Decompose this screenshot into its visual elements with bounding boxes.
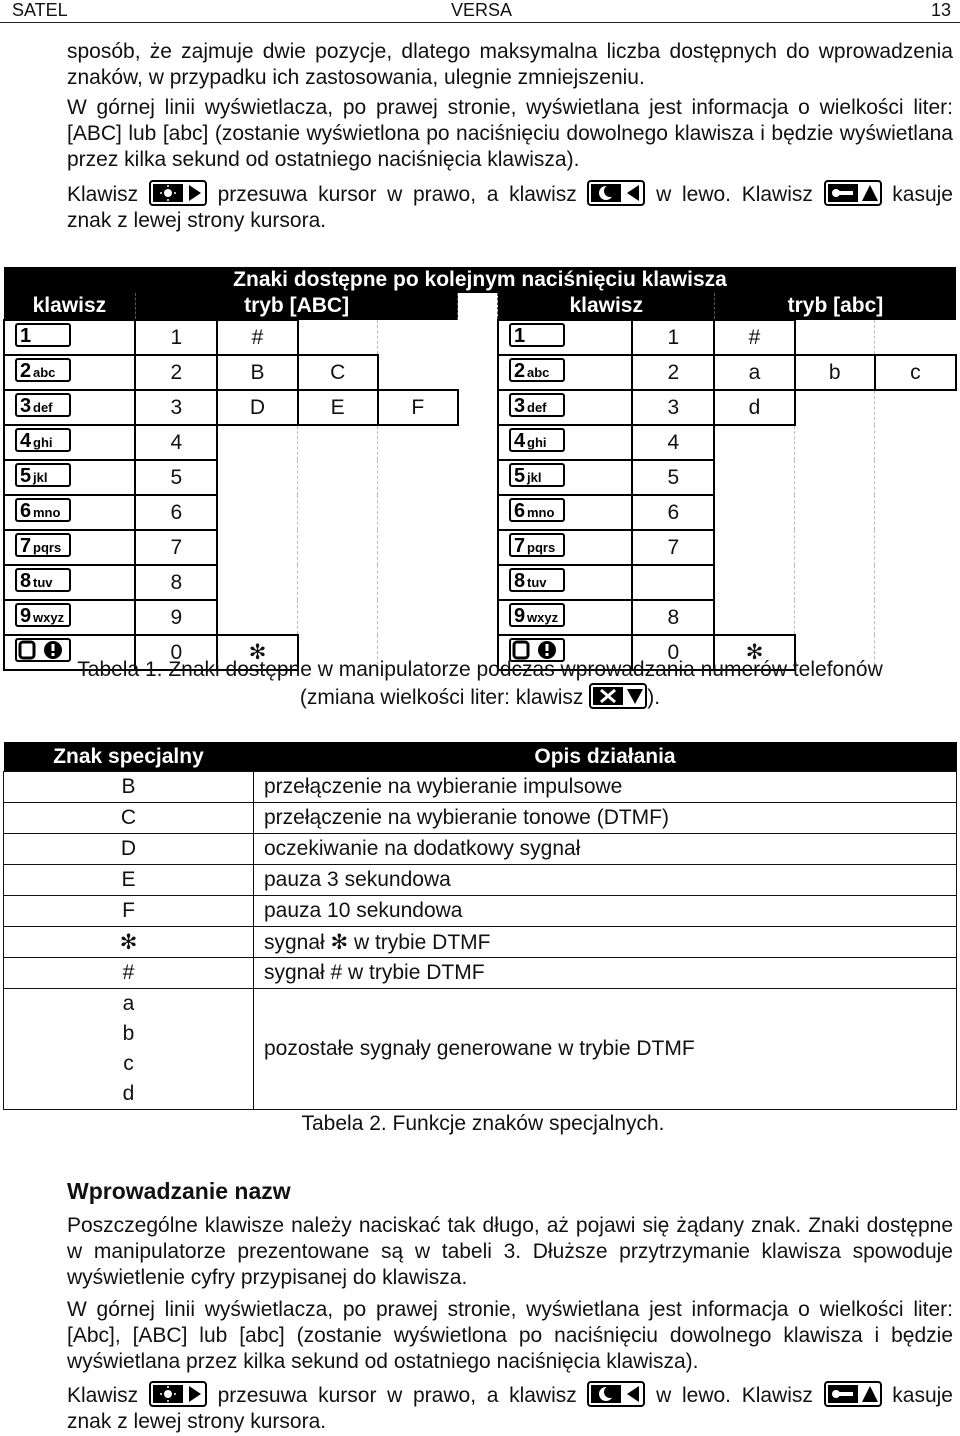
abc-cell [217, 460, 297, 495]
lower-cell [875, 425, 956, 460]
keys2-text-1: Klawisz [67, 1384, 139, 1407]
svg-text:1: 1 [20, 324, 32, 347]
keys2-text-5: znak z lewej strony kursora. [67, 1410, 327, 1433]
key-4-icon [4, 425, 135, 460]
svg-text:2: 2 [20, 359, 32, 382]
svg-text:mno: mno [526, 504, 555, 520]
abc-cell: 4 [135, 425, 217, 460]
abc-cell [298, 565, 378, 600]
abc-cell [298, 425, 378, 460]
key-7-icon [4, 530, 135, 565]
lower-cell [875, 565, 956, 600]
svg-text:tuv: tuv [33, 574, 53, 590]
abc-cell [217, 600, 297, 635]
lower-cell: 2 [632, 355, 714, 390]
lower-cell: c [875, 355, 956, 390]
lower-cell: 1 [632, 320, 714, 355]
lower-cell [875, 390, 956, 425]
lower-cell: 4 [632, 425, 714, 460]
keys-text-1: Klawisz [67, 183, 139, 206]
table-1 [3, 267, 957, 671]
svg-text:pqrs: pqrs [33, 539, 62, 555]
lower-cell: 5 [632, 460, 714, 495]
lower-cell [714, 600, 794, 635]
abc-cell [378, 600, 458, 635]
abc-cell [298, 460, 378, 495]
key2-9-icon [498, 600, 632, 635]
abc-cell [378, 355, 458, 390]
lower-cell [714, 495, 794, 530]
lower-cell: b [795, 355, 875, 390]
lower-cell [714, 530, 794, 565]
header-center: VERSA [451, 0, 513, 20]
key-8-icon [4, 565, 135, 600]
key-6-icon [4, 495, 135, 530]
abc-cell: 5 [135, 460, 217, 495]
svg-text:abc: abc [526, 364, 550, 380]
special-symbol: E [4, 865, 254, 896]
table-1-key-header-2: klawisz [498, 293, 714, 320]
abc-cell: 3 [135, 390, 217, 425]
lower-cell: 3 [632, 390, 714, 425]
lower-cell [875, 530, 956, 565]
table-row [4, 600, 956, 635]
special-symbol: D [4, 834, 254, 865]
keys-text-2: przesuwa kursor w prawo, a klawisz [217, 183, 577, 206]
svg-text:9: 9 [20, 604, 32, 627]
svg-text:wxyz: wxyz [526, 609, 559, 625]
abc-cell: C [298, 355, 378, 390]
lower-cell: 7 [632, 530, 714, 565]
table-row [4, 927, 957, 958]
special-symbol: B [4, 772, 254, 803]
abc-cell: 0 [135, 635, 217, 670]
symbol-description: pauza 3 sekundowa [254, 865, 957, 896]
table-row [4, 425, 956, 460]
svg-text:ghi: ghi [33, 434, 53, 450]
abc-cell [378, 460, 458, 495]
lower-cell [795, 460, 875, 495]
symbol-d: d [122, 1082, 135, 1105]
key-5-icon [4, 460, 135, 495]
section-title: Wprowadzanie nazw [67, 1178, 291, 1204]
abc-cell: 1 [135, 320, 217, 355]
key-1-icon [4, 320, 135, 355]
lower-cell [714, 425, 794, 460]
lower-cell [875, 495, 956, 530]
paragraph-3: Poszczególne klawisze należy naciskać tak długo, aż pojawi się żądany znak. Znaki dostępne w manipulatorze prezentowane są w tabeli 3. Dłuższe przytrzymanie klawisza spowoduje wyświetlenie cyfry przypisanej do klawisza. [67, 1214, 953, 1289]
svg-text:ghi: ghi [526, 434, 547, 450]
special-symbol: F [4, 896, 254, 927]
lower-cell [714, 565, 794, 600]
svg-text:wxyz: wxyz [33, 609, 65, 625]
key2-4-icon [498, 425, 632, 460]
abc-cell: 9 [135, 600, 217, 635]
svg-text:7: 7 [513, 534, 526, 557]
svg-text:5: 5 [20, 464, 32, 487]
key2-7-icon [498, 530, 632, 565]
table-row [4, 355, 956, 390]
svg-text:jkl: jkl [33, 469, 48, 485]
abc-cell [378, 565, 458, 600]
svg-text:jkl: jkl [526, 469, 542, 485]
paragraph-4: W górnej linii wyświetlacza, po prawej stronie, wyświetlana jest informacja o wielkości liter: [Abc], [ABC] lub [abc] (zostanie wyświetlona po naciśnięciu dowolnego klawisza i będzie wyświetlana przez kilka sekund od ostatniego naciśnięcia klawisza). [67, 1298, 953, 1373]
lower-cell [795, 320, 875, 355]
lower-cell [795, 495, 875, 530]
key-3-icon [4, 390, 135, 425]
svg-text:7: 7 [20, 534, 32, 557]
abc-cell [378, 495, 458, 530]
keys-text-5: znak z lewej strony kursora. [67, 209, 327, 232]
page-number: 13 [931, 0, 952, 20]
table-1-lower-header: tryb [abc] [714, 293, 956, 320]
lower-cell: a [714, 355, 794, 390]
table-2 [3, 742, 957, 1110]
svg-text:9: 9 [513, 604, 526, 627]
svg-text:5: 5 [513, 464, 526, 487]
table-row [4, 320, 956, 355]
svg-text:1: 1 [513, 324, 526, 347]
key2-6-icon [498, 495, 632, 530]
table-2-desc-header: Opis działania [254, 742, 957, 772]
table-row [4, 834, 957, 865]
abc-cell [217, 530, 297, 565]
key-2-icon [4, 355, 135, 390]
table-1-abc-header: tryb [ABC] [135, 293, 458, 320]
abc-cell [378, 320, 458, 355]
abc-cell [217, 425, 297, 460]
lower-cell [795, 565, 875, 600]
table-row [4, 803, 957, 834]
abc-cell [298, 530, 378, 565]
table-2-last-symbols [4, 989, 254, 1110]
keys-text-4: kasuje [892, 183, 953, 206]
paragraph-2: W górnej linii wyświetlacza, po prawej stronie, wyświetlana jest informacja o wielkości liter: [ABC] lub [abc] (zostanie wyświetlona po naciśnięciu dowolnego klawisza i będzie wyświetlana przez kilka sekund od ostatniego naciśnięcia klawisza). [67, 96, 953, 171]
key2-3-icon [498, 390, 632, 425]
lower-cell [875, 460, 956, 495]
keys-text-3: w lewo. Klawisz [656, 183, 813, 206]
abc-cell: E [298, 390, 378, 425]
symbol-description: oczekiwanie na dodatkowy sygnał [254, 834, 957, 865]
svg-text:8: 8 [20, 569, 32, 592]
table-2-symbol-header: Znak specjalny [4, 742, 254, 772]
table-row [4, 390, 956, 425]
lower-cell: # [714, 320, 794, 355]
symbol-b: b [122, 1022, 135, 1045]
lower-cell: ✻ [714, 635, 794, 670]
table-row [4, 865, 957, 896]
table-row [4, 989, 957, 1110]
special-symbol: ✻ [4, 927, 254, 958]
table-1-key-header: klawisz [4, 293, 135, 320]
symbol-description: przełączenie na wybieranie impulsowe [254, 772, 957, 803]
abc-cell: F [378, 390, 458, 425]
symbol-description: sygnał # w trybie DTMF [254, 958, 957, 989]
x-down-key-icon [589, 683, 647, 716]
table-2-caption: Tabela 2. Funkcje znaków specjalnych. [301, 1112, 665, 1135]
abc-cell: 8 [135, 565, 217, 600]
abc-cell [217, 495, 297, 530]
abc-cell: D [217, 390, 297, 425]
svg-text:6: 6 [513, 499, 526, 522]
abc-cell [298, 320, 378, 355]
svg-text:mno: mno [33, 504, 61, 520]
key2-8-icon [498, 565, 632, 600]
key-9-icon [4, 600, 135, 635]
table-1-caption-line-2 [0, 683, 960, 716]
table-row [4, 896, 957, 927]
symbol-description: przełączenie na wybieranie tonowe (DTMF) [254, 803, 957, 834]
lower-cell [795, 425, 875, 460]
lower-cell [714, 460, 794, 495]
lower-cell [795, 600, 875, 635]
table-row [4, 772, 957, 803]
svg-text:def: def [33, 399, 53, 415]
special-symbol: C [4, 803, 254, 834]
table-1-caption: Tabela 1. Znaki dostępne w manipulatorze podczas wprowadzania numerów telefonów [77, 658, 883, 681]
table-row [4, 530, 956, 565]
symbol-description: sygnał ✻ w trybie DTMF [254, 927, 957, 958]
lower-cell [632, 565, 714, 600]
key2-2-icon [498, 355, 632, 390]
abc-cell: 7 [135, 530, 217, 565]
page-header [0, 0, 960, 23]
svg-text:3: 3 [20, 394, 32, 417]
svg-text:4: 4 [20, 429, 32, 452]
header-left: SATEL [12, 0, 68, 20]
abc-cell [298, 600, 378, 635]
svg-text:6: 6 [20, 499, 32, 522]
key2-5-icon [498, 460, 632, 495]
svg-text:3: 3 [513, 394, 526, 417]
abc-cell: ✻ [217, 635, 297, 670]
keys2-text-3: w lewo. Klawisz [656, 1384, 813, 1407]
abc-cell: # [217, 320, 297, 355]
lower-cell: 8 [632, 600, 714, 635]
caption-text-a: (zmiana wielkości liter: klawisz [299, 686, 584, 709]
key2-1-icon [498, 320, 632, 355]
abc-cell: B [217, 355, 297, 390]
abc-cell [298, 495, 378, 530]
lower-cell: 6 [632, 495, 714, 530]
table-row [4, 565, 956, 600]
symbol-c: c [123, 1052, 134, 1075]
keys2-text-2: przesuwa kursor w prawo, a klawisz [217, 1384, 577, 1407]
svg-text:pqrs: pqrs [526, 539, 556, 555]
table-row [4, 958, 957, 989]
special-symbol: # [4, 958, 254, 989]
table-row [4, 460, 956, 495]
lower-cell: d [714, 390, 794, 425]
svg-text:tuv: tuv [526, 574, 547, 590]
svg-text:8: 8 [513, 569, 526, 592]
svg-text:2: 2 [513, 359, 526, 382]
svg-text:def: def [526, 399, 547, 415]
symbol-description: pauza 10 sekundowa [254, 896, 957, 927]
symbol-a: a [122, 992, 135, 1015]
paragraph-1: sposób, że zajmuje dwie pozycje, dlatego maksymalna liczba dostępnych do wprowadzenia znaków, w przypadku ich zastosowania, ulegnie zmniejszeniu. [67, 40, 953, 89]
lower-cell [795, 530, 875, 565]
svg-text:abc: abc [33, 364, 56, 380]
table-1-title: Znaki dostępne po kolejnym naciśnięciu klawisza [4, 267, 956, 293]
table-row [4, 495, 956, 530]
abc-cell [378, 530, 458, 565]
lower-cell: 0 [632, 635, 714, 670]
abc-cell [378, 425, 458, 460]
svg-text:4: 4 [513, 429, 526, 452]
abc-cell: 2 [135, 355, 217, 390]
lower-cell [875, 600, 956, 635]
keys2-text-4: kasuje [892, 1384, 953, 1407]
table-2-last-desc: pozostałe sygnały generowane w trybie DTMF [254, 989, 957, 1110]
lower-cell [875, 320, 956, 355]
abc-cell: 6 [135, 495, 217, 530]
caption-text-b: ). [647, 686, 661, 709]
lower-cell [795, 390, 875, 425]
abc-cell [217, 565, 297, 600]
